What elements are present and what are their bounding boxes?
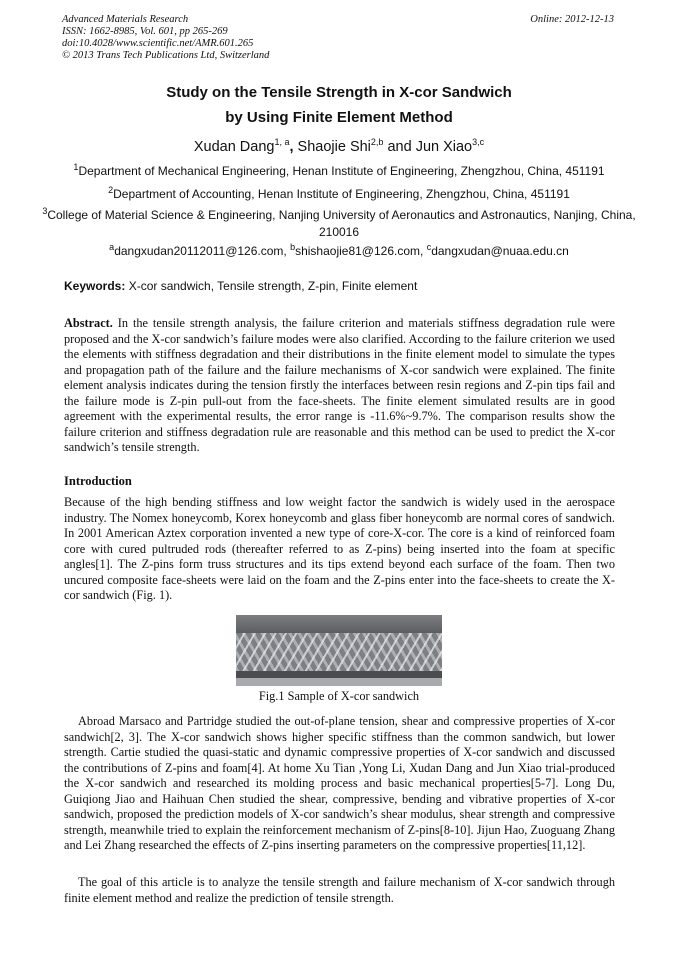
figure-caption: Fig.1 Sample of X-cor sandwich bbox=[258, 689, 420, 703]
title-line-1: Study on the Tensile Strength in X-cor Sandwich bbox=[166, 84, 512, 101]
abstract-label: Abstract. bbox=[64, 316, 113, 330]
keywords bbox=[64, 279, 417, 294]
running-header bbox=[62, 14, 614, 62]
paper-title bbox=[40, 80, 638, 130]
keywords-text: X-cor sandwich, Tensile strength, Z-pin, Finite element bbox=[128, 279, 418, 293]
abstract bbox=[64, 316, 615, 456]
title-line-2: by Using Finite Element Method bbox=[225, 109, 453, 126]
author-affiliation-mark: 3,c bbox=[472, 137, 485, 148]
journal-name: Advanced Materials Research bbox=[62, 14, 189, 25]
intro-paragraph-3: The goal of this article is to analyze the tensile strength and failure mechanism of X-cor sandwich through finite element method and realize the prediction of tensile strength. bbox=[64, 875, 615, 905]
author-name: Shaojie Shi bbox=[297, 139, 371, 155]
author-affiliation-mark: 2,b bbox=[370, 137, 384, 148]
author-emails: $^a$dangxudan20112011@126.com, $^b$shishaojie81@126.com, $^c$dangxudan@nuaa.edu.cn bbox=[109, 242, 569, 258]
copyright-line: © 2013 Trans Tech Publications Ltd, Switzerland bbox=[62, 50, 270, 61]
author-name: Jun Xiao bbox=[415, 139, 473, 155]
figure-xcor-sandwich-photo bbox=[236, 615, 442, 686]
email-link[interactable]: shishaojie81@126.com bbox=[295, 244, 421, 258]
doi-line: doi:10.4028/www.scientific.net/AMR.601.265 bbox=[62, 38, 254, 49]
author-affiliation-mark: 1, a bbox=[274, 137, 290, 148]
affiliation-3: $^3$College of Material Science & Engineering, Nanjing University of Aeronautics and Astronautics, Nanjing, China, 210016 bbox=[42, 206, 636, 239]
author-name: Xudan Dang bbox=[193, 139, 275, 155]
issn-line: ISSN: 1662-8985, Vol. 601, pp 265-269 bbox=[62, 26, 228, 37]
online-date: Online: 2012-12-13 bbox=[530, 14, 614, 25]
intro-paragraph-2: Abroad Marsaco and Partridge studied the out-of-plane tension, shear and compressive properties of X-cor sandwich[2, 3]. The X-cor sandwich shows higher specific stiffness than the common sandwich, but lower strength. Cartie studied the quasi-static and dynamic compressive properties of X-cor sandwich and discussed the contributions of Z-pins and foam[4]. At home Xu Tian ,Yong Li, Xudan Dang and Jun Xiao trial-produced the X-cor sandwich and researched its molding process and basic mechanical properties[5-7]. Long Du, Guiqiong Jiao and Haihuan Chen studied the shear, compressive, bending and vibrative properties of X-cor sandwich, proposed the prediction models of X-cor sandwich’s shear modulus, shear strength and compressive strength, meanwhile tried to explain the reinforcement mechanism of Z-pins[8-10]. Jijun Hao, Zuoguang Zhang and Lei Zhang researched the effects of Z-pins inserting parameters on the compressive properties[11,12]. bbox=[64, 714, 615, 853]
intro-paragraph-1: Because of the high bending stiffness and low weight factor the sandwich is widely used in the aerospace industry. The Nomex honeycomb, Korex honeycomb and glass fiber honeycomb are normal cores of sandwich. In 2001 American Aztex corporation invented a new type of core-X-cor. The core is a kind of reinforced foam core with cured pultruded rods (thereafter referred to as Z-pins) being inserted into the foam at specific angles[1]. The Z-pins form truss structures and its tips extend beyond each surface of the foam. Then two uncured composite face-sheets were laid on the foam and the Z-pins enter into the face-sheets to create the X-cor sandwich (Fig. 1). bbox=[64, 495, 615, 603]
affiliation-1: $^1$Department of Mechanical Engineering, Henan Institute of Engineering, Zhengzhou, China, 451191 bbox=[73, 162, 605, 178]
email-link[interactable]: dangxudan20112011@126.com bbox=[114, 244, 284, 258]
author-list: Xudan Dang$^{1, a}$, Shaojie Shi$^{2,b}$ and Jun Xiao$^{3,c}$ bbox=[193, 137, 485, 155]
keywords-label: Keywords: bbox=[64, 279, 126, 293]
email-link[interactable]: dangxudan@nuaa.edu.cn bbox=[431, 244, 569, 258]
affiliation-2: $^2$Department of Accounting, Henan Institute of Engineering, Zhengzhou, China, 451191 bbox=[108, 185, 570, 201]
abstract-text: In the tensile strength analysis, the failure criterion and materials stiffness degradation rule were proposed and the X-cor sandwich’s failure modes were also clarified. According to the failure criterion we used the elements with stiffness degradation and their distributions in the finite element model to simulate the types and propagation path of the failure and the failure mechanisms of X-cor sandwich were explained. The finite element analysis indicates during the tension firstly the interfaces between resin regions and Z-pin tips fail and the failure mode is Z-pin pull-out from the face-sheets. The finite element simulated results are in good agreement with the experimental results, the error range is -11.6%~9.7%. The comparison results show the failure criterion and stiffness degradation rule are reasonable and this method can be used to predict the X-cor sandwich’s tensile strength. bbox=[64, 316, 615, 455]
section-heading-introduction: Introduction bbox=[64, 474, 132, 488]
